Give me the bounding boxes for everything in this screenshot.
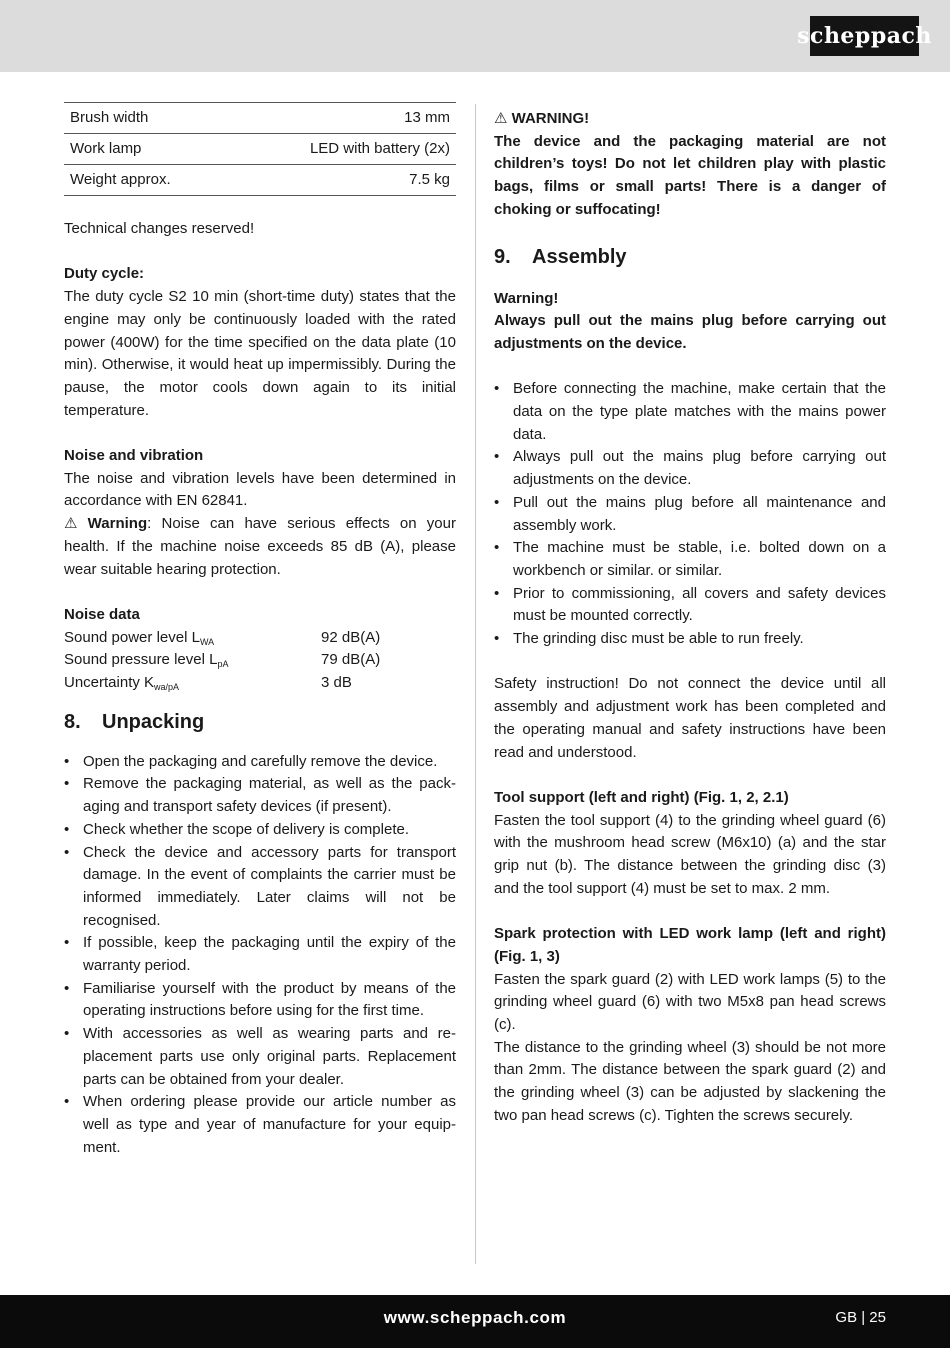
- list-item: • Open the packaging and carefully remove the device.: [64, 751, 456, 774]
- tool-support-heading: Tool support (left and right) (Fig. 1, 2, 2.1): [494, 788, 789, 806]
- noise-data-sub: pA: [217, 659, 229, 670]
- list-item: • Prior to commissioning, all covers and safety devices must be mounted correctly.: [494, 583, 886, 628]
- section-title: Assembly: [532, 245, 627, 268]
- spec-label: Brush width: [64, 103, 231, 134]
- spark-protection-heading: Spark protection with LED work lamp (left and right) (Fig. 1, 3): [494, 925, 886, 965]
- list-item: • Remove the packaging material, as well as the packaging and transport safety devices (if present).: [64, 773, 456, 818]
- assembly-list: [494, 378, 886, 650]
- list-item: • When ordering please provide our article number as well as type and year of manufacture for your equipment.: [64, 1091, 456, 1159]
- list-item: • With accessories as well as wearing parts and replacement parts use only original parts. Replacement parts can be obtained from your dealer.: [64, 1023, 456, 1091]
- noise-data-label: Sound power level L: [64, 628, 200, 646]
- list-item: • Before connecting the machine, make certain that the data on the type plate matches with the mains power data.: [494, 378, 886, 446]
- list-item: • The grinding disc must be able to run freely.: [494, 628, 886, 651]
- table-row: [64, 103, 456, 134]
- warning-icon: ⚠: [64, 515, 78, 533]
- warning-title: WARNING!: [511, 110, 590, 127]
- brand-logo: scheppach: [810, 16, 919, 56]
- list-item: • If possible, keep the packaging until the expiry of the warranty period.: [64, 932, 456, 977]
- noise-warning: [64, 513, 456, 581]
- noise-data-row: [64, 649, 456, 672]
- section-8-heading: [64, 707, 456, 741]
- left-column: [64, 102, 456, 1159]
- right-column: [494, 108, 886, 1127]
- noise-data-row: [64, 627, 456, 650]
- spec-table: [64, 102, 456, 196]
- list-item: • The machine must be stable, i.e. bolted down on a workbench or similar. or similar.: [494, 537, 886, 582]
- noise-data-heading: Noise data: [64, 605, 140, 623]
- spec-label: Work lamp: [64, 134, 231, 165]
- list-item: • Always pull out the mains plug before carrying out adjustments on the device.: [494, 446, 886, 491]
- noise-vibration-text: The noise and vibration levels have been determined in accordance with EN 62841.: [64, 469, 456, 510]
- spark-protection-text: Fasten the spark guard (2) with LED work lamps (5) to the grinding wheel guard (6) with two M5x8 pan head screws (c).: [494, 970, 886, 1033]
- section-number: 8.: [64, 710, 81, 733]
- noise-data-row: [64, 672, 456, 695]
- duty-cycle-text: The duty cycle S2 10 min (short-time duty) states that the engine may only be continuously loaded with the rated power (400W) for the time specified on the data plate (10 min). Otherwise, it would heat up impermissibly. During the pause, the motor cools down again to its initial temperature.: [64, 288, 456, 419]
- noise-vibration-heading: Noise and vibration: [64, 447, 204, 464]
- noise-data-label: Uncertainty K: [64, 674, 155, 692]
- table-row: [64, 134, 456, 165]
- section-9-heading: [494, 242, 886, 276]
- assembly-warning-text: Always pull out the mains plug before carrying out adjustments on the device.: [494, 312, 886, 352]
- warning-text: : Noise can have serious effects on your health. If the machine noise exceeds 85 dB (A), please wear suitable hearing protection.: [64, 515, 456, 578]
- list-item: • Pull out the mains plug before all maintenance and assembly work.: [494, 492, 886, 537]
- website-link[interactable]: www.scheppach.com: [383, 1308, 567, 1327]
- page-header: [0, 0, 950, 72]
- duty-cycle-heading: Duty cycle:: [64, 265, 145, 283]
- section-number: 9.: [494, 245, 511, 268]
- spec-value: LED with battery (2x): [231, 134, 456, 165]
- spec-value: 13 mm: [231, 103, 456, 134]
- noise-data-value: 3 dB: [321, 674, 352, 692]
- list-item: • Check the device and accessory parts for transport damage. In the event of complaints the carrier must be informed immediately. Later claims will not be recognised.: [64, 842, 456, 933]
- warning-heading: [494, 108, 886, 131]
- tech-changes-note: Technical changes reserved!: [64, 220, 255, 237]
- noise-data-sub: WA: [199, 636, 215, 647]
- safety-instruction: Safety instruction! Do not connect the device until all assembly and adjustment work has been completed and the operating manual and safety instructions have been read and understood.: [494, 675, 886, 761]
- column-divider: [475, 104, 476, 1264]
- list-item: • Check whether the scope of delivery is complete.: [64, 819, 456, 842]
- warning-text: The device and the packaging material are not children’s toys! Do not let children play with plastic bags, films or small parts! There is a danger of choking or suffocating!: [494, 132, 886, 218]
- page-number: GB | 25: [835, 1309, 886, 1326]
- page-footer: [0, 1295, 950, 1348]
- list-item: • Familiarise yourself with the product by means of the operating instructions before using for the first time.: [64, 978, 456, 1023]
- section-title: Unpacking: [102, 710, 205, 733]
- warning-label: Warning: [87, 515, 148, 533]
- noise-data-sub: wa/pA: [154, 682, 180, 693]
- noise-data-value: 79 dB(A): [321, 651, 381, 669]
- noise-data-value: 92 dB(A): [321, 628, 381, 646]
- assembly-warning-title: Warning!: [494, 289, 559, 307]
- noise-data-label: Sound pressure level L: [64, 651, 218, 669]
- spec-label: Weight approx.: [64, 165, 231, 196]
- unpacking-list: [64, 751, 456, 1160]
- spark-distance-text: The distance to the grinding wheel (3) should be not more than 2mm. The distance between the spark guard (2) and the grinding wheel (3) can be adjusted by slackening the two pan head screws (c). Tighten the screws securely.: [494, 1038, 886, 1124]
- tool-support-text: Fasten the tool support (4) to the grinding wheel guard (6) with the mushroom head screw (M6x10) (a) and the star grip nut (b). The distance between the grinding disc (3) and the tool support (4) must be set to max. 2 mm.: [494, 811, 886, 897]
- table-row: [64, 165, 456, 196]
- spec-value: 7.5 kg: [231, 165, 456, 196]
- warning-icon: ⚠: [494, 110, 508, 127]
